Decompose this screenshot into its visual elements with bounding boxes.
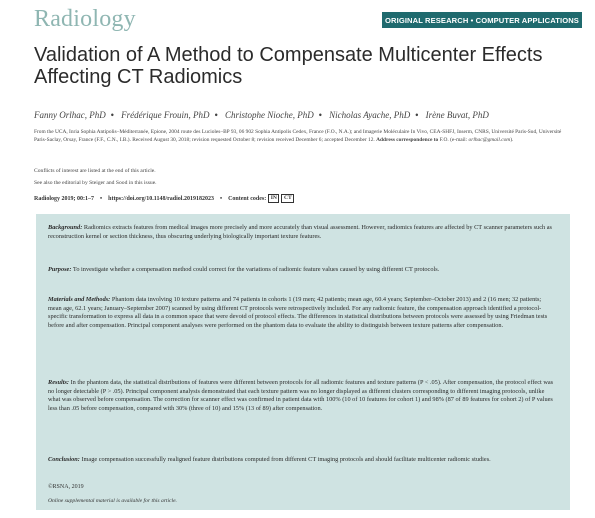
article-title: Validation of A Method to Compensate Multicenter Effects Affecting CT Radiomics [34,44,543,88]
author-name[interactable]: Christophe Nioche, PhD [224,110,314,120]
content-code-badge: IN [268,194,279,203]
journal-logo: Radiology [34,6,136,32]
doi-link[interactable]: https://doi.org/10.1148/radiol.2019182023 [108,195,214,202]
email-link[interactable]: orlhac@gmail.com [468,136,511,143]
abstract-box [36,214,570,510]
online-supplement-note: Online supplemental material is available for this article. [48,498,177,504]
citation-journal: Radiology 2019; 00:1–7 [34,195,94,202]
affiliation-text: From the UCA, Inria Sophia Antipolis–Méditerranée, Epione, 2004 route des Lucioles–BP 93, 06 902 Sophia Antipolis Cedex, France (F.O., N.A.); and Imagerie Moléculaire In Vivo, CEA-SHFJ, Inserm, CNRS, Université Paris-Sud, Université Paris-Saclay, Orsay, France (F.F., C.N., I.B.). Received August 30, 2018; revision requested October 8; revision received December 6; accepted December 12. Address correspondence to F.O. (e-mail: orlhac@gmail.com). [34,129,562,143]
copyright-notice: ©RSNA, 2019 [48,484,84,490]
abstract-conclusion: Conclusion: Image compensation successfully realigned feature distributions computed from different CT imaging protocols and should facilitate multicenter radiomic studies. [48,456,491,463]
section-label: Purpose: [48,266,72,273]
editorial-note: See also the editorial by Steiger and Sood in this issue. [34,180,157,186]
content-codes-label: Content codes: [228,195,267,202]
author-list: Fanny Orlhac, PhD • Frédérique Frouin, PhD • Christophe Nioche, PhD • Nicholas Ayache, PhD • Irène Buvat, PhD [34,110,489,120]
author-name[interactable]: Nicholas Ayache, PhD [329,110,411,120]
section-banner: ORIGINAL RESEARCH • COMPUTER APPLICATIONS [382,12,582,28]
correspondence-label: Address correspondence to [376,136,439,143]
section-label: Results: [48,379,69,386]
citation-line: Radiology 2019; 00:1–7 • https://doi.org/10.1148/radiol.2019182023 • Content codes: IN CT [34,194,574,203]
section-label: Materials and Methods: [48,296,111,303]
abstract-results: Results: In the phantom data, the statistical distributions of features were different between protocols for all radiomic features and texture patterns (P < .05). After compensation, the protocol effect was no longer detectable (P > .05). Principal component analysis demonstrated that each texture pattern was no longer displayed as different clusters corresponding to different imaging protocols, unlike what was observed before compensation. The correction for scanner effect was confirmed in patient data with 100% (10 of 10 features for cohort 1) and 98% (87 of 89 features for cohort 2) of P values less than .05 before compensation, compared with 30% (three of 10) and 15% (13 of 89) after compensation. [48,379,554,412]
abstract-background: Background: Radiomics extracts features from medical images more precisely and more accurately than visual assessment. However, radiomics features are affected by CT scanner parameters such as reconstruction kernel or section thickness, thus obscuring underlying biologically important texture features. [48,224,552,240]
section-label: Conclusion: [48,456,80,463]
content-code-badge: CT [281,194,294,203]
author-name[interactable]: Irène Buvat, PhD [425,110,489,120]
author-name[interactable]: Frédérique Frouin, PhD [121,110,210,120]
conflicts-note: Conflicts of interest are listed at the end of this article. [34,168,156,174]
abstract-methods: Materials and Methods: Phantom data involving 10 texture patterns and 74 patients in cohorts 1 (19 men; 42 patients; mean age, 60.4 years; September–October 2013) and 2 (16 men; 32 patients; mean age, 62.1 years; January–September 2007) scanned by using different CT protocols were retrospectively included. For any radiomic feature, the compensation approach identified a protocol-specific transformation to express all data in a common space that were devoid of protocol effects. The differences in statistical distributions between protocols were assessed by using Friedman tests before and after compensation. Principal component analyses were performed on the phantom data to evaluate the ability to distinguish between texture patterns after compensation. [48,296,548,329]
author-name[interactable]: Fanny Orlhac, PhD [34,110,106,120]
abstract-purpose: Purpose: To investigate whether a compensation method could correct for the variations of radiomic feature values caused by using different CT protocols. [48,266,440,273]
section-label: Background: [48,224,83,231]
